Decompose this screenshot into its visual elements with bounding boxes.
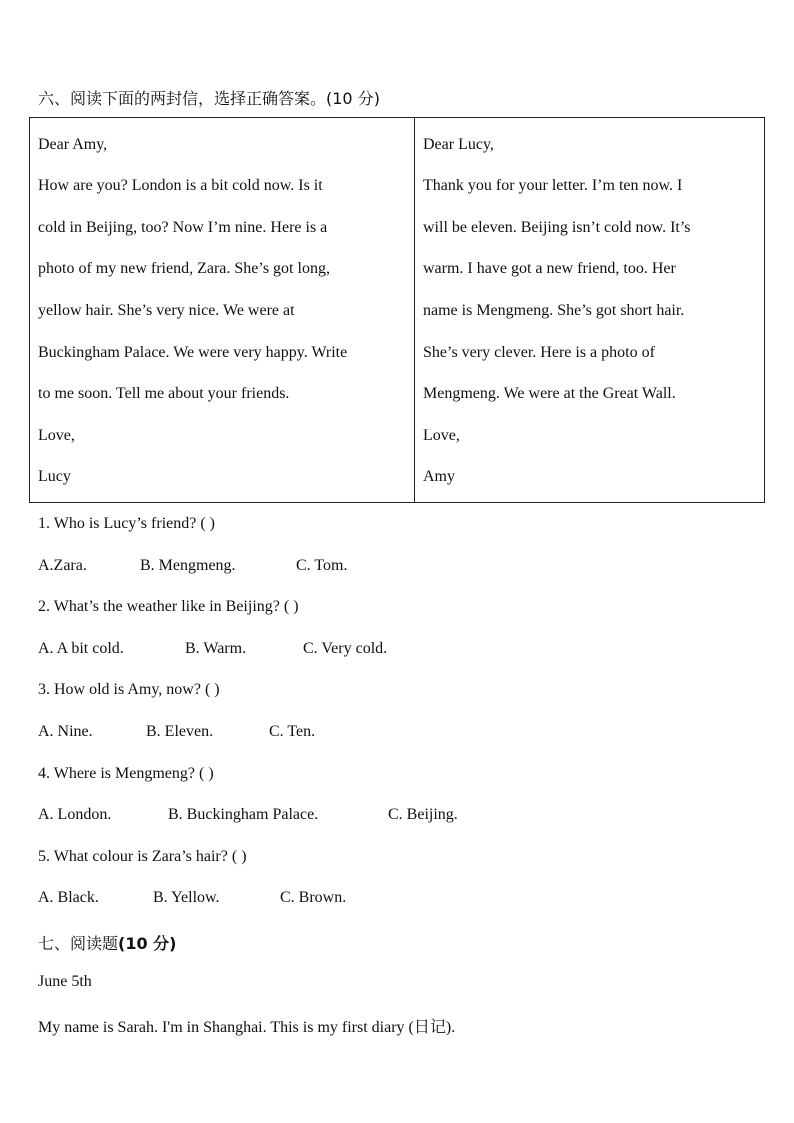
letter-line: Love, — [38, 427, 75, 444]
option-a: A.Zara. — [38, 557, 87, 574]
option-c: C. Tom. — [296, 557, 348, 574]
letter-line: name is Mengmeng. She’s got short hair. — [423, 302, 685, 319]
letter-line: yellow hair. She’s very nice. We were at — [38, 302, 295, 319]
section-7-title — [38, 931, 176, 954]
letter-line: Buckingham Palace. We were very happy. Write — [38, 344, 348, 361]
diary-date: June 5th — [38, 973, 92, 990]
option-a: A. London. — [38, 806, 112, 823]
letter-line: Mengmeng. We were at the Great Wall. — [423, 385, 676, 402]
letter-line: She’s very clever. Here is a photo of — [423, 344, 655, 361]
option-a: A. Black. — [38, 889, 99, 906]
option-b: B. Yellow. — [153, 889, 220, 906]
question-2: 2. What’s the weather like in Beijing? ( ) — [38, 598, 299, 615]
letter-line: Lucy — [38, 468, 71, 485]
option-c: C. Brown. — [280, 889, 347, 906]
option-c: C. Ten. — [269, 723, 316, 740]
letter-line: to me soon. Tell me about your friends. — [38, 385, 290, 402]
option-b: B. Mengmeng. — [140, 557, 236, 574]
letter-line: Thank you for your letter. I’m ten now. I — [423, 177, 683, 194]
letters-table — [29, 117, 765, 503]
option-b: B. Buckingham Palace. — [168, 806, 319, 823]
letter-line: Dear Lucy, — [423, 136, 494, 153]
letter-to-lucy — [415, 118, 765, 503]
section-7-title-text: 七、阅读题 — [38, 934, 119, 953]
question-3: 3. How old is Amy, now? ( ) — [38, 681, 220, 698]
letter-line: photo of my new friend, Zara. She’s got long, — [38, 260, 330, 277]
letter-line: Amy — [423, 468, 455, 485]
option-b: B. Eleven. — [146, 723, 214, 740]
section-7-score: (10 分) — [118, 934, 177, 953]
option-a: A. A bit cold. — [38, 640, 124, 657]
letter-line: will be eleven. Beijing isn’t cold now. It’s — [423, 219, 691, 236]
option-c: C. Very cold. — [303, 640, 388, 657]
question-5: 5. What colour is Zara’s hair? ( ) — [38, 848, 247, 865]
letter-line: warm. I have got a new friend, too. Her — [423, 260, 676, 277]
option-c: C. Beijing. — [388, 806, 458, 823]
question-1: 1. Who is Lucy’s friend? ( ) — [38, 515, 215, 532]
letter-line: How are you? London is a bit cold now. Is it — [38, 177, 323, 194]
section-6-title: 六、阅读下面的两封信，选择正确答案。(10 分) — [38, 89, 380, 108]
diary-first-line: My name is Sarah. I'm in Shanghai. This is my first diary (日记). — [38, 1019, 456, 1036]
letter-to-amy — [30, 118, 415, 503]
option-b: B. Warm. — [185, 640, 247, 657]
letter-line: Dear Amy, — [38, 136, 108, 153]
letter-line: cold in Beijing, too? Now I’m nine. Here is a — [38, 219, 328, 236]
option-a: A. Nine. — [38, 723, 93, 740]
letter-line: Love, — [423, 427, 460, 444]
question-4: 4. Where is Mengmeng? ( ) — [38, 765, 214, 782]
